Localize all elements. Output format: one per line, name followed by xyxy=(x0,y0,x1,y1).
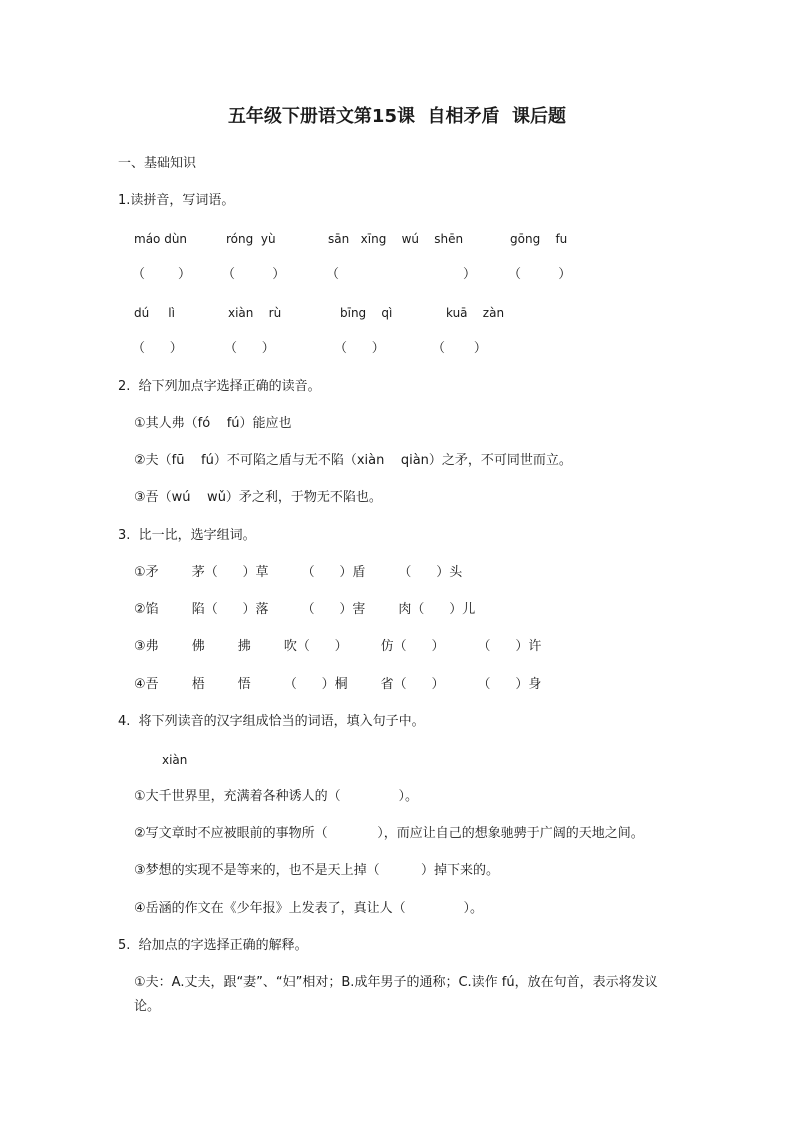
question-5-prompt: 5. 给加点的字选择正确的解释。 xyxy=(118,938,308,953)
question-4-item: ①大千世界里，充满着各种诱人的（ ）。 xyxy=(134,789,419,804)
question-2-item: ①其人弗（fó fú）能应也 xyxy=(134,416,292,431)
question-3-prompt: 3. 比一比，选字组词。 xyxy=(118,528,256,543)
question-2-item: ②夫（fū fú）不可陷之盾与无不陷（xiàn qiàn）之矛，不可同世而立。 xyxy=(134,453,572,468)
question-3-item: ①矛 茅（ ）草 （ ）盾 （ ）头 xyxy=(134,565,463,580)
pinyin-3: sān xīng wú shēn xyxy=(328,232,464,246)
answer-blank-8[interactable]: （ ） xyxy=(432,341,487,356)
answer-blank-7[interactable]: （ ） xyxy=(334,341,385,356)
question-2-prompt: 2. 给下列加点字选择正确的读音。 xyxy=(118,379,321,394)
answer-blank-6[interactable]: （ ） xyxy=(224,341,275,356)
page-title: 五年级下册语文第15课 自相矛盾 课后题 xyxy=(227,106,567,127)
pinyin-4: gōng fu xyxy=(510,232,568,246)
question-3-item: ④吾 梧 悟 （ ）桐 省（ ） （ ）身 xyxy=(134,677,542,692)
question-4-prompt: 4. 将下列读音的汉字组成恰当的词语，填入句子中。 xyxy=(118,714,425,729)
question-3-item: ③弗 佛 拂 吹（ ） 仿（ ） （ ）许 xyxy=(134,639,542,654)
pinyin-8: kuā zàn xyxy=(446,306,505,320)
answer-blank-2[interactable]: （ ） xyxy=(222,267,286,282)
question-4-item: ④岳涵的作文在《少年报》上发表了，真让人（ ）。 xyxy=(134,901,484,916)
answer-blank-1[interactable]: （ ） xyxy=(132,267,192,282)
pinyin-6: xiàn rù xyxy=(228,306,282,320)
question-3-item: ②馅 陷（ ）落 （ ）害 肉（ ）儿 xyxy=(134,602,476,617)
answer-blank-3[interactable]: （ ） xyxy=(326,267,476,282)
question-5-item: ①夫：A.丈夫，跟“妻”、“妇”相对；B.成年男子的通称；C.读作 fú，放在句首，表示将发议论。 xyxy=(134,975,658,1014)
pinyin-7: bīng qì xyxy=(340,306,393,320)
answer-blank-5[interactable]: （ ） xyxy=(132,341,183,356)
question-2-item: ③吾（wú wǔ）矛之利，于物无不陷也。 xyxy=(134,490,382,505)
answer-blank-4[interactable]: （ ） xyxy=(508,267,572,282)
pinyin-1: máo dùn xyxy=(134,232,188,246)
question-4-pinyin: xiàn xyxy=(162,753,188,767)
question-4-item: ②写文章时不应被眼前的事物所（ ），而应让自己的想象驰骋于广阔的天地之间。 xyxy=(134,826,644,841)
pinyin-5: dú lì xyxy=(134,306,175,320)
question-1-prompt: 1.读拼音，写词语。 xyxy=(118,193,235,208)
section-heading: 一、基础知识 xyxy=(118,156,197,171)
pinyin-2: róng yù xyxy=(226,232,276,246)
question-4-item: ③梦想的实现不是等来的，也不是天上掉（ ）掉下来的。 xyxy=(134,863,499,878)
